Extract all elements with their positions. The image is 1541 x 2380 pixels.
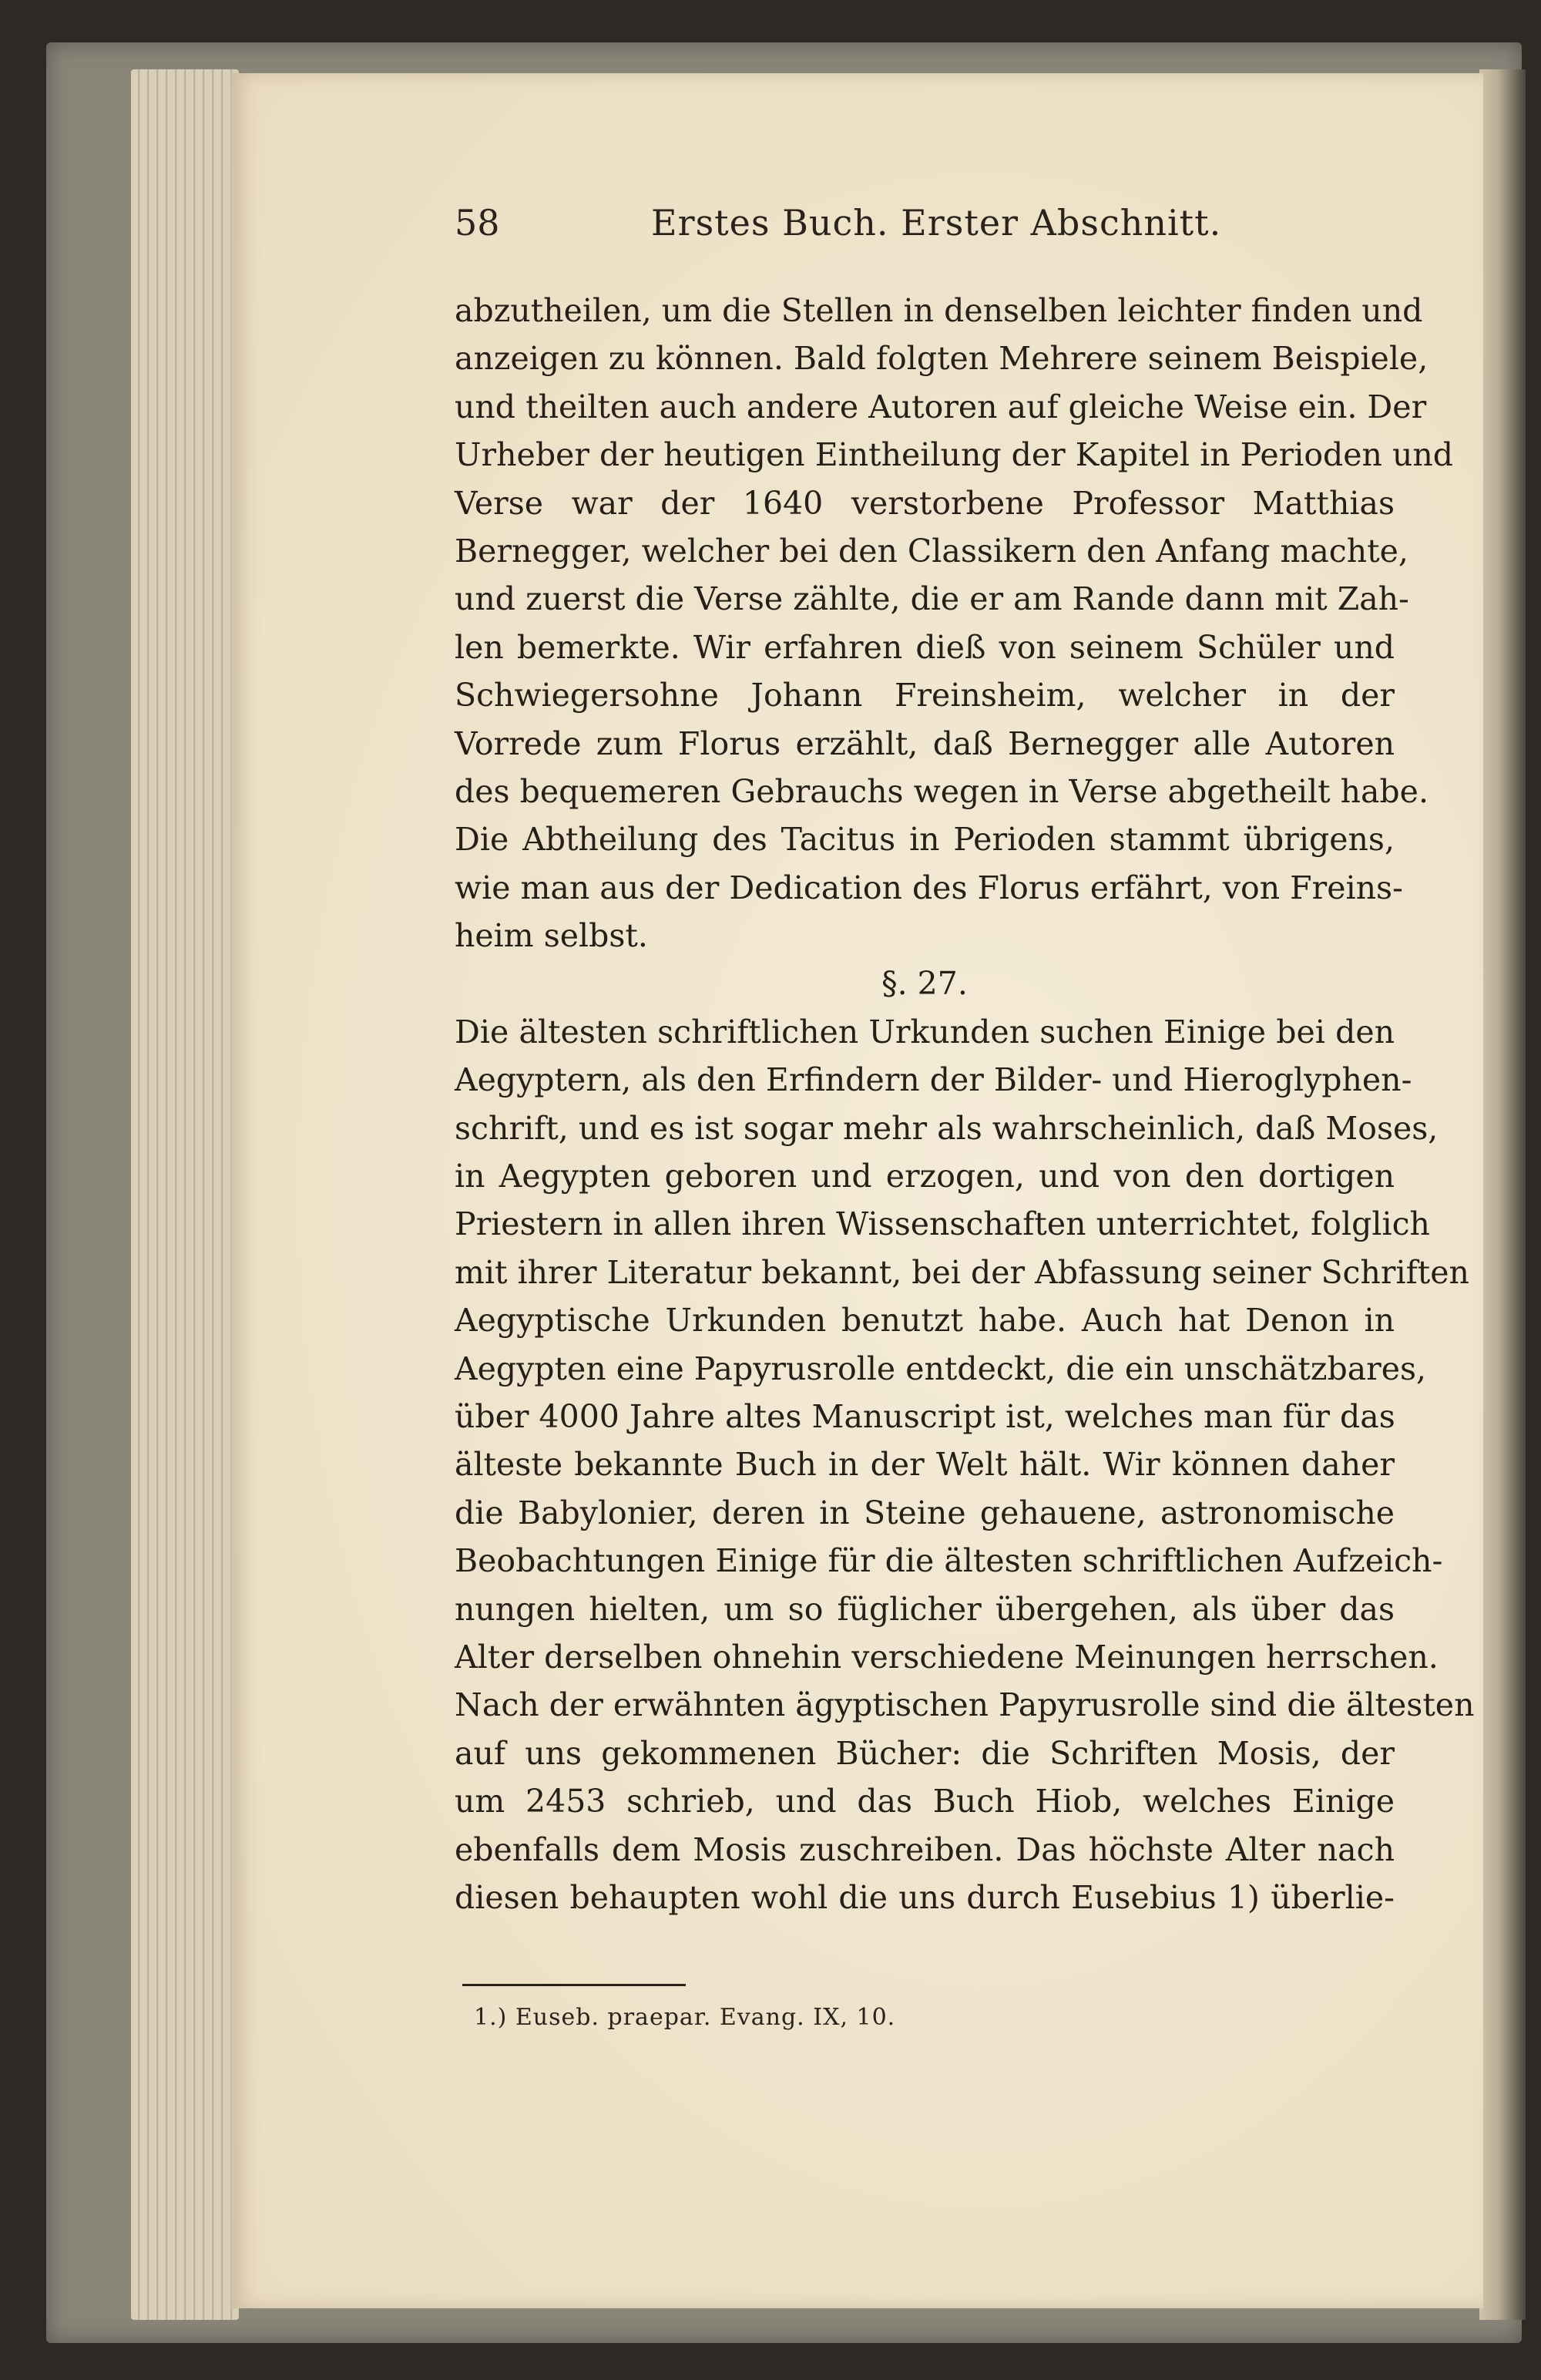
text-line: len bemerkte. Wir erfahren dieß von seinem Schüler und	[455, 628, 1395, 666]
text-line: diesen behaupten wohl die uns durch Eusebius 1) überlie-	[455, 1878, 1395, 1916]
text-line: Priestern in allen ihren Wissenschaften unterrichtet, folglich	[455, 1205, 1430, 1243]
text-line: mit ihrer Literatur bekannt, bei der Abfassung seiner Schriften	[455, 1253, 1469, 1291]
text-line: abzutheilen, um die Stellen in denselben leichter finden und	[455, 292, 1423, 329]
text-line: schrift, und es ist sogar mehr als wahrscheinlich, daß Moses,	[455, 1109, 1439, 1147]
section-heading: §. 27.	[881, 965, 968, 1003]
text-line: heim selbst.	[455, 917, 648, 955]
text-line: des bequemeren Gebrauchs wegen in Verse abgetheilt habe.	[455, 772, 1429, 810]
text-line: und theilten auch andere Autoren auf gleiche Weise ein. Der	[455, 388, 1427, 425]
text-line: Schwiegersohne Johann Freinsheim, welcher in der	[455, 677, 1395, 714]
text-line: Aegypten eine Papyrusrolle entdeckt, die ein unschätzbares,	[455, 1350, 1427, 1387]
right-page-edge	[1479, 69, 1526, 2320]
text-line: die Babylonier, deren in Steine gehauene, astronomische	[455, 1494, 1395, 1531]
text-line: älteste bekannte Buch in der Welt hält. Wir können daher	[455, 1446, 1395, 1484]
text-line: Vorrede zum Florus erzählt, daß Bernegger alle Autoren	[455, 724, 1395, 762]
body-text	[455, 287, 1475, 1921]
text-line: Bernegger, welcher bei den Classikern den Anfang machte,	[455, 532, 1408, 570]
text-line: Aegyptische Urkunden benutzt habe. Auch hat Denon in	[455, 1302, 1395, 1340]
text-line: wie man aus der Dedication des Florus erfährt, von Freins-	[455, 869, 1403, 906]
text-line: auf uns gekommenen Bücher: die Schriften Mosis, der	[455, 1734, 1395, 1772]
footnote: 1.) Euseb. praepar. Evang. IX, 10.	[474, 2004, 896, 2031]
text-line: ebenfalls dem Mosis zuschreiben. Das höchste Alter nach	[455, 1830, 1395, 1868]
text-line: um 2453 schrieb, und das Buch Hiob, welches Einige	[455, 1783, 1395, 1820]
running-title: Erstes Buch. Erster Abschnitt.	[651, 202, 1222, 244]
text-line: Urheber der heutigen Eintheilung der Kapitel in Perioden und	[455, 436, 1454, 474]
text-line: Verse war der 1640 verstorbene Professor Matthias	[455, 484, 1395, 522]
page-number: 58	[455, 202, 500, 244]
text-line: Nach der erwähnten ägyptischen Papyrusrolle sind die ältesten	[455, 1686, 1475, 1724]
text-line: und zuerst die Verse zählte, die er am Rande dann mit Zah-	[455, 580, 1409, 618]
page-edges	[131, 69, 239, 2320]
text-line: über 4000 Jahre altes Manuscript ist, welches man für das	[455, 1397, 1395, 1435]
text-line: nungen hielten, um so füglicher übergehen, als über das	[455, 1590, 1395, 1628]
text-line: Aegyptern, als den Erfindern der Bilder- und Hieroglyphen-	[455, 1061, 1412, 1099]
text-line: Alter derselben ohnehin verschiedene Meinungen herrschen.	[455, 1638, 1439, 1676]
text-line: in Aegypten geboren und erzogen, und von den dortigen	[455, 1158, 1395, 1195]
text-line: anzeigen zu können. Bald folgten Mehrere seinem Beispiele,	[455, 340, 1429, 378]
text-line: Beobachtungen Einige für die ältesten schriftlichen Aufzeich-	[455, 1542, 1443, 1580]
text-line: Die ältesten schriftlichen Urkunden suchen Einige bei den	[455, 1013, 1395, 1050]
text-line: Die Abtheilung des Tacitus in Perioden stammt übrigens,	[455, 821, 1395, 859]
running-header	[455, 202, 1418, 256]
footnote-rule	[462, 1984, 686, 1986]
